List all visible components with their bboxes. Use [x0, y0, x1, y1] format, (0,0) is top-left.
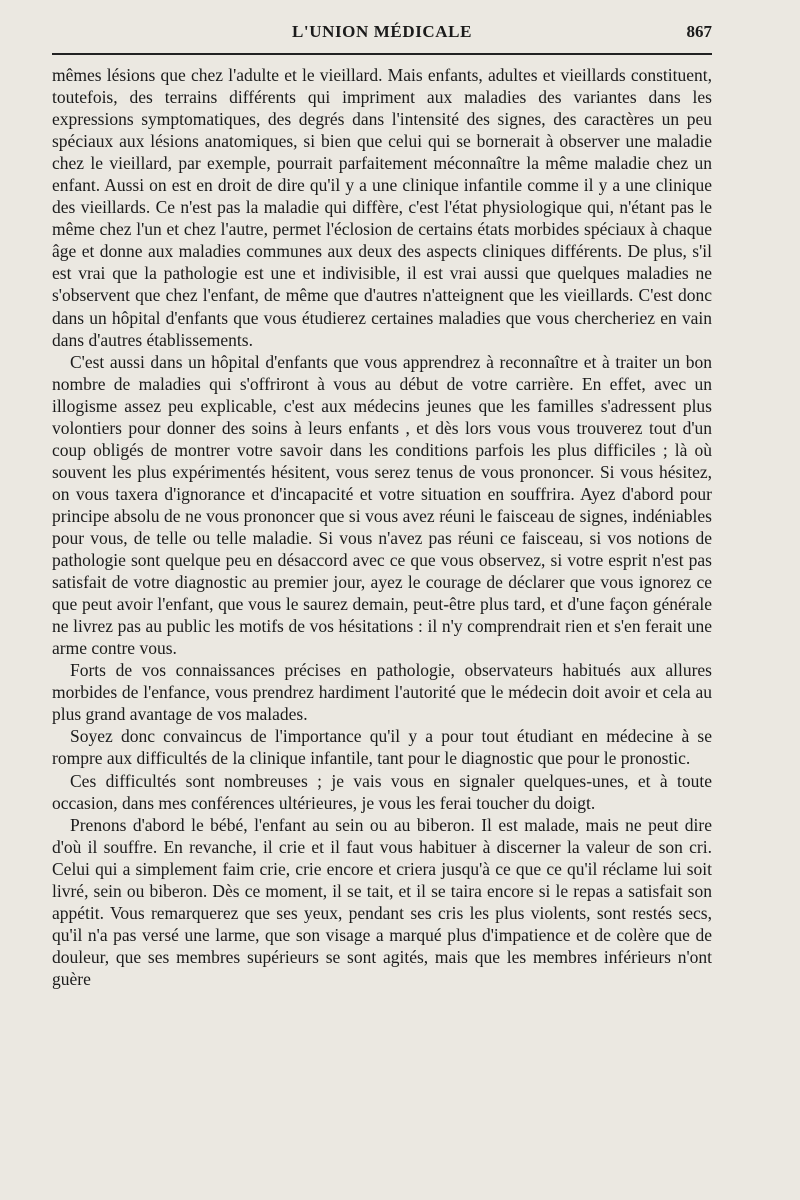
paragraph: Soyez donc convaincus de l'importance qu'il y a pour tout étudiant en médecine à se rompre aux difficultés de la clinique infantile, tant pour le diagnostic que pour le pronostic.	[52, 726, 712, 769]
paragraph: Forts de vos connaissances précises en pathologie, observateurs habitués aux allures morbides de l'enfance, vous prendrez hardiment l'autorité que le médecin doit avoir et cela au plus grand avantage de vos malades.	[52, 660, 712, 725]
paragraph: Prenons d'abord le bébé, l'enfant au sein ou au biberon. Il est malade, mais ne peut dire d'où il souffre. En revanche, il crie et il faut vous habituer à discerner la valeur de son cri. Celui qui a simplement faim crie, crie encore et criera jusqu'à ce que ce qu'il réclame lui soit livré, sein ou biberon. Dès ce moment, il se tait, et il se taira encore si le repas a satisfait son appétit. Vous remarquerez que ses yeux, pendant ses cris les plus violents, sont restés secs, qu'il n'a pas versé une larme, que son visage a marqué plus d'impatience et de colère que de douleur, que ses membres supérieurs se sont agités, mais que les membres inférieurs n'ont guère	[52, 814, 712, 989]
paragraph: Ces difficultés sont nombreuses ; je vais vous en signaler quelques-unes, et à toute occasion, dans mes conférences ultérieures, je vous les ferai toucher du doigt.	[52, 770, 712, 813]
header-rule	[52, 53, 712, 55]
page-header	[52, 22, 712, 48]
running-title: L'UNION MÉDICALE	[291, 22, 473, 41]
paragraph: mêmes lésions que chez l'adulte et le vieillard. Mais enfants, adultes et vieillards constituent, toutefois, des terrains différents qui impriment aux maladies des variantes dans les expressions symptomatiques, des degrés dans l'intensité des signes, des caractères un peu spéciaux aux lésions anatomiques, si bien que celui qui se bornerait à observer une maladie chez le vieillard, par exemple, pourrait parfaitement méconnaître la même maladie chez un enfant. Aussi on est en droit de dire qu'il y a une clinique infantile comme il y a une clinique des vieillards. Ce n'est pas la maladie qui diffère, c'est l'état physiologique qui, n'étant pas le même chez l'un et chez l'autre, permet l'éclosion de certains états morbides spéciaux à chaque âge et donne aux maladies communes aux deux des aspects cliniques différents. De plus, s'il est vrai que la pathologie est une et indivisible, il est vrai aussi que quelques maladies ne s'observent que chez l'enfant, de même que d'autres n'atteignent que les vieillards. C'est donc dans un hôpital d'enfants que vous étudierez certaines maladies que vous chercheriez en vain dans d'autres établissements.	[52, 65, 712, 350]
paragraph: C'est aussi dans un hôpital d'enfants que vous apprendrez à reconnaître et à traiter un bon nombre de maladies qui s'offriront à vous au début de votre carrière. En effet, avec un illogisme assez peu explicable, c'est aux médecins jeunes que les familles s'adressent plus volontiers pour donner des soins à leurs enfants , et dès lors vous vous trouverez tout d'un coup obligés de montrer votre savoir dans les conditions parfois les plus difficiles ; là où souvent les plus expérimentés hésitent, vous serez tenus de vous prononcer. Si vous hésitez, on vous taxera d'ignorance et d'incapacité et votre situation en souffrira. Ayez d'abord pour principe absolu de ne vous prononcer que si vous avez réuni le faisceau de signes, indéniables pour vous, de telle ou telle maladie. Si vous n'avez pas réuni ce faisceau, si vos notions de pathologie sont quelque peu en désaccord avec ce que vous observez, si votre esprit n'est pas satisfait de votre diagnostic au premier jour, ayez le courage de déclarer que vous ignorez ce que peut avoir l'enfant, que vous le saurez demain, peut-être plus tard, et d'une façon générale ne livrez pas au public les motifs de vos hésitations : il n'y comprendrait rien et s'en ferait une arme contre vous.	[52, 351, 712, 659]
body-text	[52, 64, 712, 990]
page-number: 867	[686, 22, 712, 41]
